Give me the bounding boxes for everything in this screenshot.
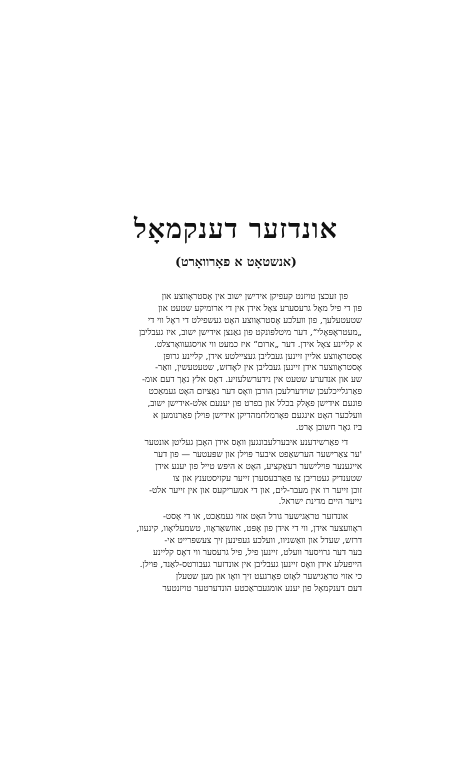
- text-line: אָסטראָווצע אליין זיינען געבליבן געציילטע אידן, קליינע גרופּן: [163, 351, 362, 362]
- text-line: וועלכער האָט אינגעם פאָרמלחמהדיקן אידישן פּוילן פאַרנומען א: [153, 411, 362, 422]
- text-line: ראָוועצער אידן, ווי די אידן פון אָפּט, אוזשאַראָוו, טשמעליאָוו, קינעוו,: [136, 524, 362, 535]
- text-line: אונדזער טראַגישער גורל האָט אזוי געמאַכט, או די אָסט-: [163, 512, 348, 523]
- text-line: זוכן זייער רו אין מעבר-לים, און די אמעריקעס און אין זייער אלט-: [149, 485, 362, 496]
- text-line: שטענדיק געטריבן צו פאַרבעסערן זייער עקזיסטענץ און צו: [172, 473, 362, 484]
- text-line: הייפעלע אידן וואָס זיינען געבליבן אין אונדזער געבורטס-לאַנד, פּוילן.: [139, 559, 362, 570]
- text-line: כי אזוי טראַגישער לאָזט פאָרגעט זיך וואָו און מען שטעלן: [175, 571, 362, 582]
- text-line: דרזש, שעדל און וואַשניוו, וועלכע געפינען זיך צעשפּרייט אי-: [164, 536, 362, 547]
- text-line: אָסטראָווצער אידן זיינען געבליבן אין לאָדזש, שטעטעשין, וואַר-: [155, 363, 362, 374]
- paragraph-1: [106, 292, 362, 435]
- body-text: [106, 292, 362, 596]
- text-line: פון זעכצן טויזנט קעפיקן אידישן ישוב אין אָסטראָווצע און: [161, 292, 348, 302]
- text-line: פון די פיל מאָל גרעסערע צאָל אידן אין די ארומיקע שטעט און: [158, 303, 362, 314]
- text-line: אייגענער פּוילישער רעאַקציע, האָט א היפּש טייל פון יענע אידן: [155, 461, 362, 472]
- paragraph-3: [106, 512, 362, 595]
- text-line: דעם דענקמאָל פון יענע אומגעבראַכטע הונדערטער טויזנטער: [162, 583, 362, 594]
- text-line: די פאַרשידענע איבערלעבונגען וואָס אידן האָבן געליטן אונטער: [144, 437, 348, 448]
- text-line: נייער היים מדינת ישראל.: [278, 497, 362, 508]
- page-title: אונדזער דענקמאָל: [134, 214, 338, 245]
- text-line: שע און אנדערע שטעט אין נידערשלעזיע. דאָס אלץ נאָך דעם אומ-: [142, 375, 362, 386]
- paragraph-2: [106, 438, 362, 509]
- text-line: ביז גאָר חשובן אָרט.: [295, 422, 362, 433]
- text-line: פונעם אידישן פאָלק בכלל און בפרט פון יענעם אלט-אידישן ישוב,: [147, 399, 362, 410]
- text-line: פאַרגלייכלעכן שוידערלעכן הורבן וואָס דער נאַציזם האָט געמאַכט: [148, 387, 362, 398]
- page-subtitle: (אנשטאָט א פאָרוואָרט): [175, 254, 297, 269]
- text-line: „מעטראָפּאָלי“, דער מיטלפּונקט פון גאַנצן אידישן ישוב, איז געבליבן: [138, 327, 362, 338]
- text-line: 'ער צאַרישער הערשאַפט איבער פּוילן און שפּעטער — פון דער: [153, 449, 362, 460]
- text-line: א קליינע צאָל אידן. דער „ארום“ איז כמעט ווי אויסגעוואָרצלט.: [154, 339, 362, 350]
- text-line: שטעטעלעך, פון וועלכע אָסטראָווצע האָט געשפילט די ראָל ווי די: [147, 315, 362, 326]
- text-line: בער דער גרויסער וועלט, זיינען פיל, פיל גרעסער ווי דאָס קליינע: [153, 548, 362, 559]
